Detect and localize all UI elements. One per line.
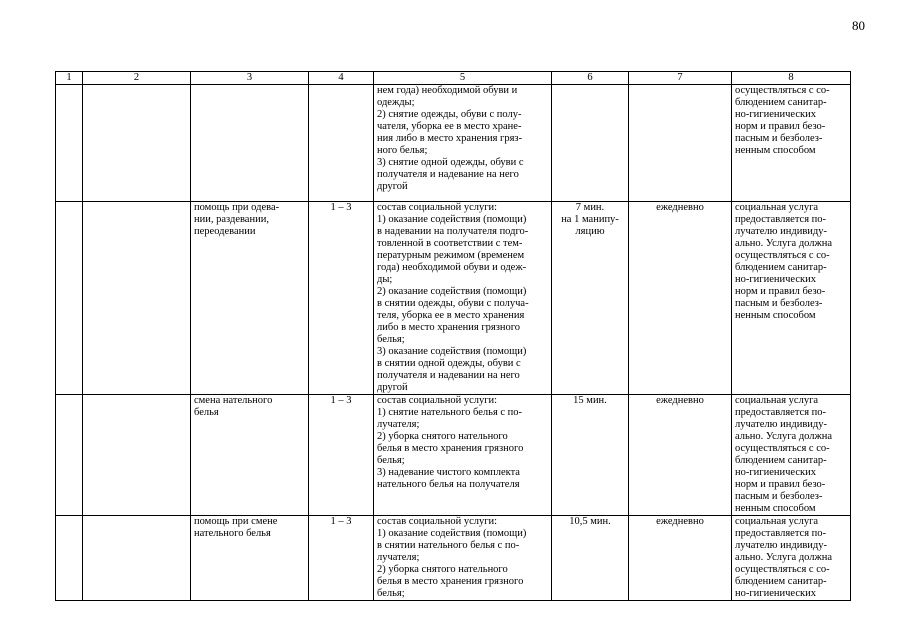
service-content-line: 3) снятие одной одежды, обуви с (377, 157, 524, 168)
conditions-line: ально. Услуга должна (735, 238, 833, 249)
service-name-line: нательного белья (194, 528, 271, 539)
conditions-line: социальная услуга (735, 395, 819, 406)
service-content-line: 3) надевание чистого комплекта (377, 467, 520, 478)
table-header-row (56, 72, 851, 85)
services-table (55, 71, 851, 601)
frequency-value: ежедневно (656, 395, 704, 406)
service-name-line: смена нательного (194, 395, 273, 406)
conditions-line: ально. Услуга должна (735, 431, 833, 442)
cell-frequency (629, 395, 732, 516)
service-content-line: в снятии одежды, обуви с получа- (377, 298, 529, 309)
frequency-value: ежедневно (656, 202, 704, 213)
page-number: 80 (852, 18, 865, 33)
service-content-line: белья; (377, 455, 405, 466)
conditions-line: блюдением санитар- (735, 455, 827, 466)
service-name-line: помощь при одева- (194, 202, 280, 213)
cell-service-name (191, 516, 309, 601)
table-body (56, 85, 851, 601)
service-content-line: чателя, уборка ее в место хране- (377, 121, 522, 132)
service-content-line: 1) оказание содействия (помощи) (377, 528, 527, 539)
service-name-line: нии, раздевании, (194, 214, 269, 225)
duration-line: ляцию (575, 226, 605, 237)
service-content-line: 1) оказание содействия (помощи) (377, 214, 527, 225)
header-col-7: 7 (629, 72, 732, 85)
conditions-line: но-гигиенических (735, 274, 816, 285)
cell-number (56, 202, 83, 395)
service-content-line: 3) оказание содействия (помощи) (377, 346, 527, 357)
table-row (56, 395, 851, 516)
conditions-line: ненным способом (735, 503, 816, 514)
service-content-line: ния либо в место хранения гряз- (377, 133, 523, 144)
form-value: 1 – 3 (330, 395, 352, 406)
conditions-line: пасным и безболез- (735, 133, 823, 144)
cell-category (83, 85, 191, 202)
cell-category (83, 395, 191, 516)
header-col-3: 3 (191, 72, 309, 85)
table-row (56, 202, 851, 395)
cell-duration (552, 85, 629, 202)
cell-service-name (191, 85, 309, 202)
conditions-line: осуществляться с со- (735, 564, 830, 575)
conditions-line: осуществляться с со- (735, 250, 830, 261)
cell-form (309, 202, 374, 395)
header-col-1: 1 (56, 72, 83, 85)
frequency-value: ежедневно (656, 516, 704, 527)
table-row (56, 85, 851, 202)
conditions-line: лучателю индивиду- (735, 226, 827, 237)
conditions-line: но-гигиенических (735, 588, 816, 599)
cell-frequency (629, 202, 732, 395)
cell-duration (552, 395, 629, 516)
conditions-line: предоставляется по- (735, 214, 827, 225)
cell-conditions (732, 85, 851, 202)
cell-form (309, 395, 374, 516)
conditions-line: осуществляться с со- (735, 443, 830, 454)
service-content-line: 2) оказание содействия (помощи) (377, 286, 527, 297)
conditions-line: блюдением санитар- (735, 262, 827, 273)
conditions-line: блюдением санитар- (735, 576, 827, 587)
conditions-line: ально. Услуга должна (735, 552, 833, 563)
cell-form (309, 516, 374, 601)
cell-number (56, 85, 83, 202)
conditions-line: но-гигиенических (735, 467, 816, 478)
service-content-line: одежды; (377, 97, 415, 108)
header-col-5: 5 (374, 72, 552, 85)
service-content-line: 2) снятие одежды, обуви с полу- (377, 109, 522, 120)
service-content-line: 2) уборка снятого нательного (377, 431, 508, 442)
service-content-line: лучателя; (377, 419, 420, 430)
service-content-line: в снятии нательного белья с по- (377, 540, 520, 551)
conditions-line: пасным и безболез- (735, 491, 823, 502)
cell-service-name (191, 395, 309, 516)
service-content-line: белья; (377, 588, 405, 599)
service-content-line: либо в место хранения грязного (377, 322, 521, 333)
duration-line: 7 мин. (575, 202, 605, 213)
cell-service-name (191, 202, 309, 395)
cell-conditions (732, 516, 851, 601)
cell-number (56, 516, 83, 601)
service-name-line: белья (194, 407, 219, 418)
service-content-line: пературным режимом (временем (377, 250, 525, 261)
conditions-line: осуществляться с со- (735, 85, 830, 96)
service-content-line: теля, уборка ее в место хранения (377, 310, 525, 321)
service-content-line: получателя и надевание на него (377, 169, 519, 180)
duration-line: 15 мин. (573, 395, 607, 406)
service-content-line: товленной в соответствии с тем- (377, 238, 523, 249)
conditions-line: социальная услуга (735, 202, 819, 213)
cell-duration (552, 516, 629, 601)
cell-conditions (732, 202, 851, 395)
service-content-line: другой (377, 181, 408, 192)
service-content-line: состав социальной услуги: (377, 202, 498, 213)
conditions-line: лучателю индивиду- (735, 419, 827, 430)
duration-line: 10,5 мин. (569, 516, 611, 527)
service-content-line: 1) снятие нательного белья с по- (377, 407, 523, 418)
conditions-line: предоставляется по- (735, 407, 827, 418)
service-name-line: переодевании (194, 226, 256, 237)
service-content-line: нем года) необходимой обуви и (377, 85, 518, 96)
service-content-line: белья; (377, 334, 405, 345)
cell-service-content (374, 202, 552, 395)
cell-form (309, 85, 374, 202)
form-value: 1 – 3 (330, 202, 352, 213)
service-name-line: помощь при смене (194, 516, 278, 527)
header-col-6: 6 (552, 72, 629, 85)
cell-conditions (732, 395, 851, 516)
conditions-line: ненным способом (735, 310, 816, 321)
conditions-line: но-гигиенических (735, 109, 816, 120)
cell-number (56, 395, 83, 516)
cell-category (83, 202, 191, 395)
header-col-4: 4 (309, 72, 374, 85)
conditions-line: социальная услуга (735, 516, 819, 527)
conditions-line: блюдением санитар- (735, 97, 827, 108)
header-col-2: 2 (83, 72, 191, 85)
cell-service-content (374, 395, 552, 516)
service-content-line: нательного белья на получателя (377, 479, 520, 490)
service-content-line: ды; (377, 274, 393, 285)
cell-duration (552, 202, 629, 395)
service-content-line: ного белья; (377, 145, 428, 156)
conditions-line: предоставляется по- (735, 528, 827, 539)
conditions-line: пасным и безболез- (735, 298, 823, 309)
cell-service-content (374, 85, 552, 202)
duration-line: на 1 манипу- (561, 214, 619, 225)
service-content-line: белья в место хранения грязного (377, 576, 524, 587)
service-content-line: другой (377, 382, 408, 393)
service-content-line: состав социальной услуги: (377, 395, 498, 406)
conditions-line: норм и правил безо- (735, 479, 826, 490)
service-content-line: в надевании на получателя подго- (377, 226, 529, 237)
table-row (56, 516, 851, 601)
service-content-line: белья в место хранения грязного (377, 443, 524, 454)
service-content-line: 2) уборка снятого нательного (377, 564, 508, 575)
service-content-line: лучателя; (377, 552, 420, 563)
conditions-line: ненным способом (735, 145, 816, 156)
conditions-line: лучателю индивиду- (735, 540, 827, 551)
service-content-line: состав социальной услуги: (377, 516, 498, 527)
conditions-line: норм и правил безо- (735, 121, 826, 132)
cell-frequency (629, 516, 732, 601)
cell-service-content (374, 516, 552, 601)
service-content-line: получателя и надевании на него (377, 370, 520, 381)
conditions-line: норм и правил безо- (735, 286, 826, 297)
service-content-line: года) необходимой обуви и одеж- (377, 262, 527, 273)
form-value: 1 – 3 (330, 516, 352, 527)
service-content-line: в снятии одной одежды, обуви с (377, 358, 521, 369)
cell-category (83, 516, 191, 601)
cell-frequency (629, 85, 732, 202)
header-col-8: 8 (732, 72, 851, 85)
